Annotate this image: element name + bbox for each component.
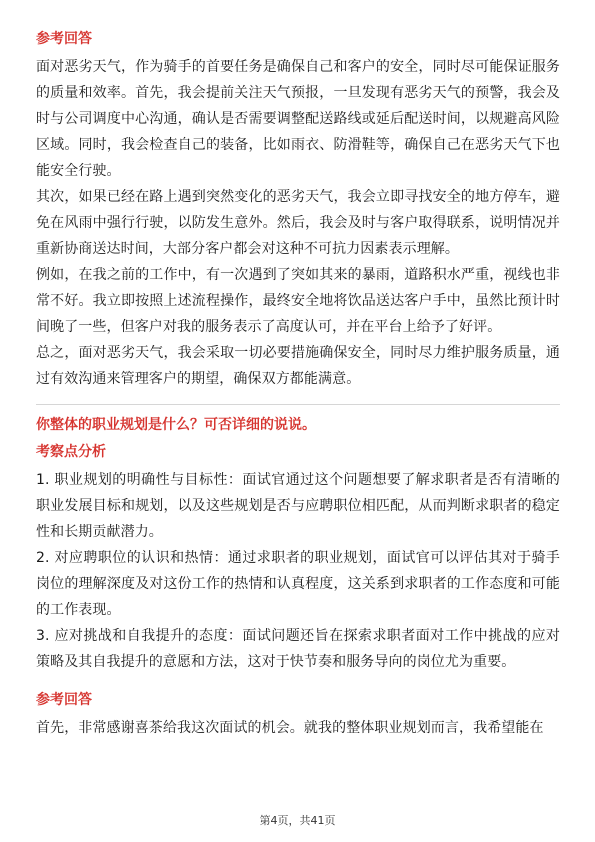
answer-paragraph: 首先，非常感谢喜茶给我这次面试的机会。就我的整体职业规划而言，我希望能在	[36, 720, 544, 736]
answer-paragraph: 总之，面对恶劣天气，我会采取一切必要措施确保安全，同时尽力维护服务质量，通过有效沟通来管理客户的期望，确保双方都能满意。	[36, 345, 560, 387]
answer-paragraph: 例如，在我之前的工作中，有一次遇到了突如其来的暴雨，道路积水严重，视线也非常不好。我立即按照上述流程操作，最终安全地将饮品送达客户手中，虽然比预计时间晚了一些，但客户对我的服务表示了高度认可，并在平台上给予了好评。	[36, 267, 560, 335]
answer-paragraph: 其次，如果已经在路上遇到突然变化的恶劣天气，我会立即寻找安全的地方停车，避免在风雨中强行行驶，以防发生意外。然后，我会及时与客户取得联系，说明情况并重新协商送达时间，大部分客户都会对这种不可抗力因素表示理解。	[36, 189, 560, 257]
interview-question: 你整体的职业规划是什么？可否详细的说说。	[36, 417, 316, 433]
analysis-point: 3. 应对挑战和自我提升的态度：面试问题还旨在探索求职者面对工作中挑战的应对策略及其自我提升的意愿和方法，这对于快节奏和服务导向的岗位尤为重要。	[36, 628, 560, 670]
analysis-point: 1. 职业规划的明确性与目标性：面试官通过这个问题想要了解求职者是否有清晰的职业发展目标和规划，以及这些规划是否与应聘职位相匹配，从而判断求职者的稳定性和长期贡献潜力。	[36, 472, 560, 540]
reference-answer-heading: 参考回答	[36, 692, 92, 708]
analysis-heading: 考察点分析	[36, 444, 106, 460]
section-divider	[36, 404, 560, 405]
analysis-point: 2. 对应聘职位的认识和热情：通过求职者的职业规划，面试官可以评估其对于骑手岗位的理解深度及对这份工作的热情和认真程度，这关系到求职者的工作态度和可能的工作表现。	[36, 550, 560, 618]
page-footer: 第4页，共41页	[259, 814, 336, 827]
page-content	[36, 28, 560, 741]
reference-answer-heading: 参考回答	[36, 31, 92, 47]
answer-paragraph: 面对恶劣天气，作为骑手的首要任务是确保自己和客户的安全，同时尽可能保证服务的质量和效率。首先，我会提前关注天气预报，一旦发现有恶劣天气的预警，我会及时与公司调度中心沟通，确认是否需要调整配送路线或延后配送时间，以规避高风险区域。同时，我会检查自己的装备，比如雨衣、防滑鞋等，确保自己在恶劣天气下也能安全行驶。	[36, 59, 560, 179]
